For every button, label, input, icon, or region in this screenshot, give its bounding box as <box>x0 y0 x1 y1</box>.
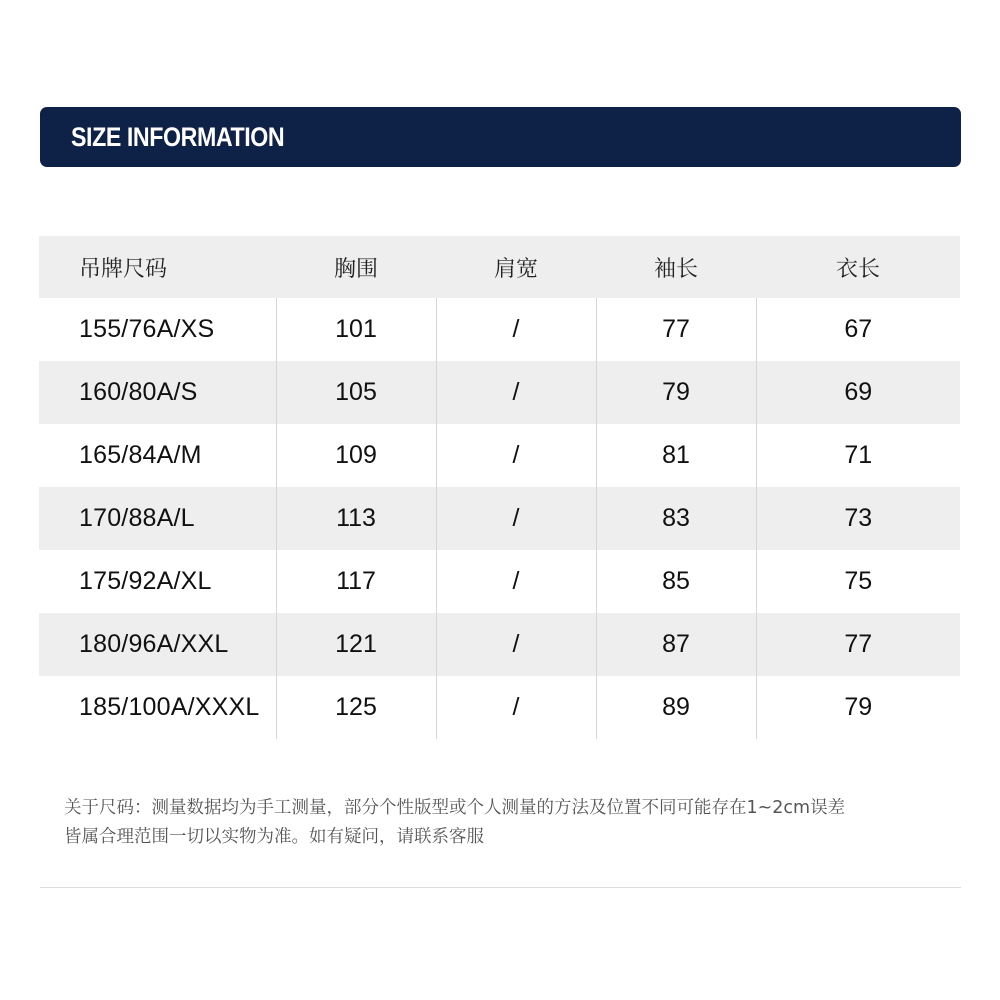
cell-shoulder: / <box>436 550 596 613</box>
cell-chest: 113 <box>276 487 436 550</box>
cell-sleeve: 89 <box>596 676 756 739</box>
cell-tag-size: 180/96A/XXL <box>79 630 229 658</box>
cell-shoulder: / <box>436 487 596 550</box>
cell-length: 75 <box>756 550 960 613</box>
cell-tag-size: 185/100A/XXXL <box>79 693 260 721</box>
cell-length: 69 <box>756 361 960 424</box>
table-header-row <box>39 236 960 298</box>
cell-chest: 117 <box>276 550 436 613</box>
header-shoulder: 肩宽 <box>493 256 538 282</box>
cell-chest: 121 <box>276 613 436 676</box>
cell-chest: 125 <box>276 676 436 739</box>
header-chest: 胸围 <box>333 256 378 282</box>
cell-shoulder: / <box>436 676 596 739</box>
note-line-2: 皆属合理范围一切以实物为准。如有疑问，请联系客服 <box>64 827 484 847</box>
cell-shoulder: / <box>436 424 596 487</box>
cell-length: 79 <box>756 676 960 739</box>
cell-sleeve: 85 <box>596 550 756 613</box>
table-row <box>39 613 960 676</box>
size-info-banner <box>40 107 961 167</box>
bottom-divider <box>40 887 961 888</box>
header-tag-size: 吊牌尺码 <box>79 256 168 282</box>
table-row <box>39 676 960 739</box>
cell-chest: 101 <box>276 298 436 361</box>
cell-length: 77 <box>756 613 960 676</box>
cell-tag-size: 165/84A/M <box>79 441 202 469</box>
header-length: 衣长 <box>835 256 880 282</box>
note-line-1: 关于尺码：测量数据均为手工测量，部分个性版型或个人测量的方法及位置不同可能存在1~2cm误差 <box>64 798 846 818</box>
table-row <box>39 487 960 550</box>
cell-shoulder: / <box>436 298 596 361</box>
cell-length: 71 <box>756 424 960 487</box>
cell-sleeve: 77 <box>596 298 756 361</box>
cell-tag-size: 175/92A/XL <box>79 567 212 595</box>
cell-chest: 109 <box>276 424 436 487</box>
cell-chest: 105 <box>276 361 436 424</box>
cell-sleeve: 79 <box>596 361 756 424</box>
table-row <box>39 424 960 487</box>
cell-length: 67 <box>756 298 960 361</box>
cell-sleeve: 83 <box>596 487 756 550</box>
table-row <box>39 361 960 424</box>
cell-tag-size: 160/80A/S <box>79 378 198 406</box>
cell-tag-size: 155/76A/XS <box>79 315 215 343</box>
cell-sleeve: 81 <box>596 424 756 487</box>
table-row <box>39 298 960 361</box>
cell-length: 73 <box>756 487 960 550</box>
cell-sleeve: 87 <box>596 613 756 676</box>
header-sleeve: 袖长 <box>653 256 698 282</box>
size-table <box>39 236 960 739</box>
banner-title: SIZE INFORMATION <box>71 121 285 152</box>
cell-shoulder: / <box>436 613 596 676</box>
cell-tag-size: 170/88A/L <box>79 504 195 532</box>
table-row <box>39 550 960 613</box>
size-note <box>64 794 964 852</box>
cell-shoulder: / <box>436 361 596 424</box>
